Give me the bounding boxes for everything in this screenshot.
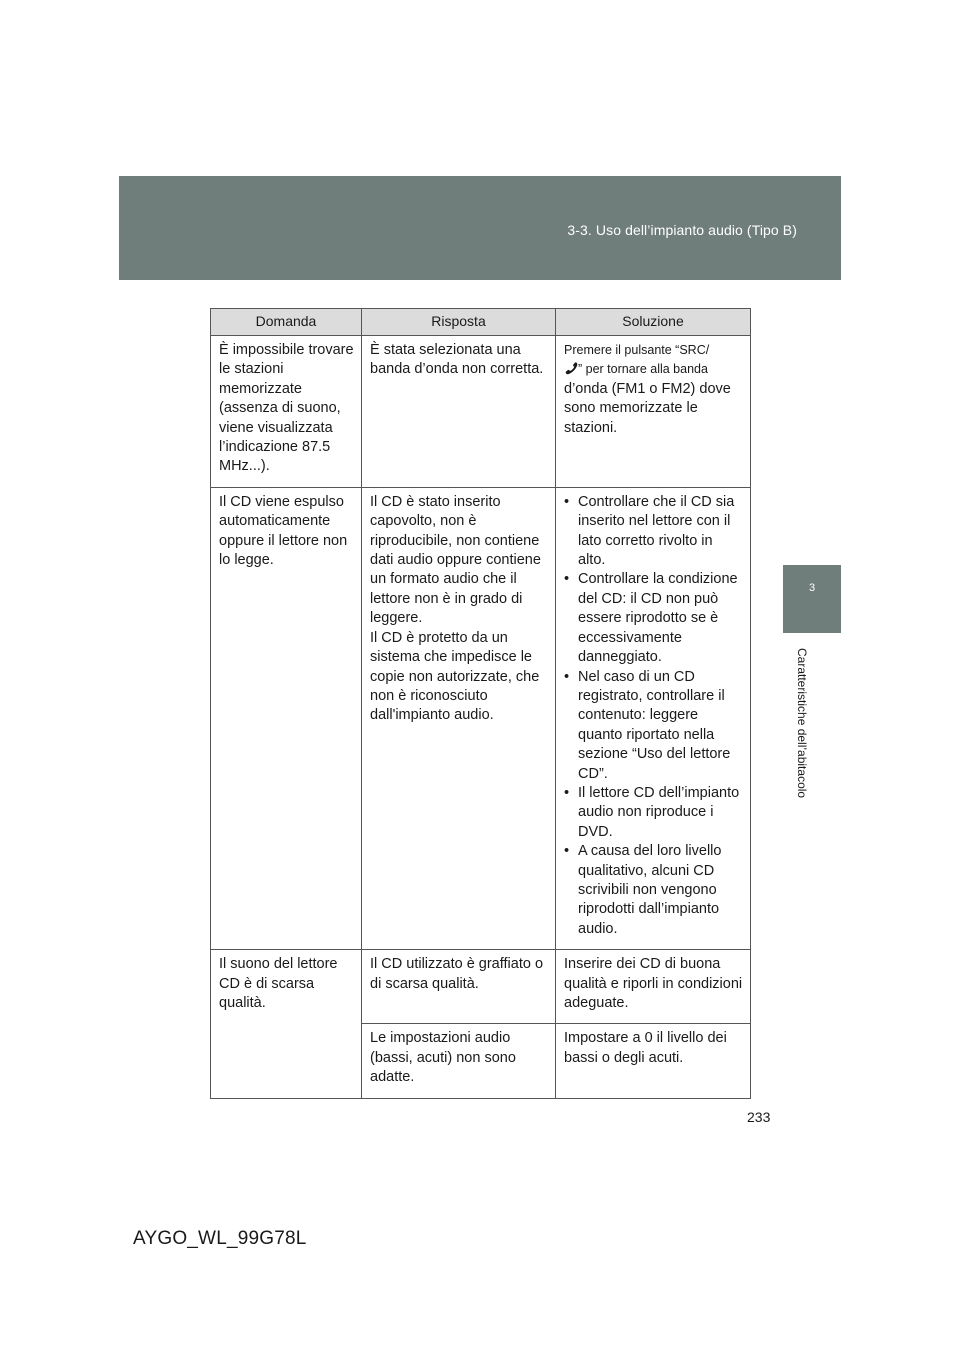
table-row (211, 487, 751, 949)
header-band (119, 176, 841, 280)
list-item: • A causa del loro livello qualitativo, alcuni CD scrivibili non vengono riprodotti dall’impianto audio. (564, 842, 744, 939)
solution-cell: Impostare a 0 il livello dei bassi o degli acuti. (556, 1024, 751, 1098)
column-header-soluzione: Soluzione (556, 309, 751, 336)
table-row (211, 950, 751, 1024)
column-header-risposta: Risposta (362, 309, 556, 336)
document-code: AYGO_WL_99G78L (133, 1228, 307, 1249)
answer-cell: Le impostazioni audio (bassi, acuti) non sono adatte. (362, 1024, 556, 1098)
solution-mid: ” per tornare alla banda (578, 362, 708, 377)
chapter-tab (783, 565, 841, 633)
column-header-domanda: Domanda (211, 309, 362, 336)
solution-cell: Inserire dei CD di buona qualità e riporli in condizioni adeguate. (556, 950, 751, 1024)
question-cell: Il suono del lettore CD è di scarsa qualità. (211, 950, 362, 1098)
solution-cell (556, 487, 751, 949)
question-cell: Il CD viene espulso automaticamente oppure il lettore non lo legge. (211, 487, 362, 949)
answer-cell (362, 487, 556, 949)
solution-cell (556, 336, 751, 488)
chapter-label: Caratteristiche dell’abitacolo (795, 648, 809, 799)
list-item: • Controllare la condizione del CD: il CD non può essere riprodotto se è eccessivamente danneggiato. (564, 570, 744, 667)
page-number: 233 (747, 1109, 771, 1125)
phone-icon (564, 361, 578, 375)
chapter-number: 3 (808, 582, 816, 594)
answer-cell: È stata selezionata una banda d’onda non corretta. (362, 336, 556, 488)
solution-prefix: Premere il pulsante “SRC/ (564, 343, 710, 357)
troubleshooting-table (210, 308, 751, 1099)
table-header-row (211, 309, 751, 336)
answer-part: Il CD è stato inserito capovolto, non è riproducibile, non contiene dati audio oppure contiene un formato audio che il lettore non è in grado di leggere. (370, 493, 541, 627)
solution-suffix: d’onda (FM1 o FM2) dove sono memorizzate le stazioni. (564, 380, 731, 436)
question-cell: È impossibile trovare le stazioni memorizzate (assenza di suono, viene visualizzata l’indicazione 87.5 MHz...). (211, 336, 362, 488)
answer-part: Il CD è protetto da un sistema che impedisce le copie non autorizzate, che non è riconosciuto dall'impianto audio. (370, 629, 540, 724)
solution-list (564, 493, 744, 939)
list-item: • Il lettore CD dell’impianto audio non riproduce i DVD. (564, 784, 744, 842)
table-row (211, 336, 751, 488)
list-item: • Nel caso di un CD registrato, controllare il contenuto: leggere quanto riportato nella sezione “Uso del lettore CD”. (564, 668, 744, 784)
section-title: 3-3. Uso dell’impianto audio (Tipo B) (567, 222, 797, 238)
answer-cell: Il CD utilizzato è graffiato o di scarsa qualità. (362, 950, 556, 1024)
list-item: • Controllare che il CD sia inserito nel lettore con il lato corretto rivolto in alto. (564, 493, 744, 571)
